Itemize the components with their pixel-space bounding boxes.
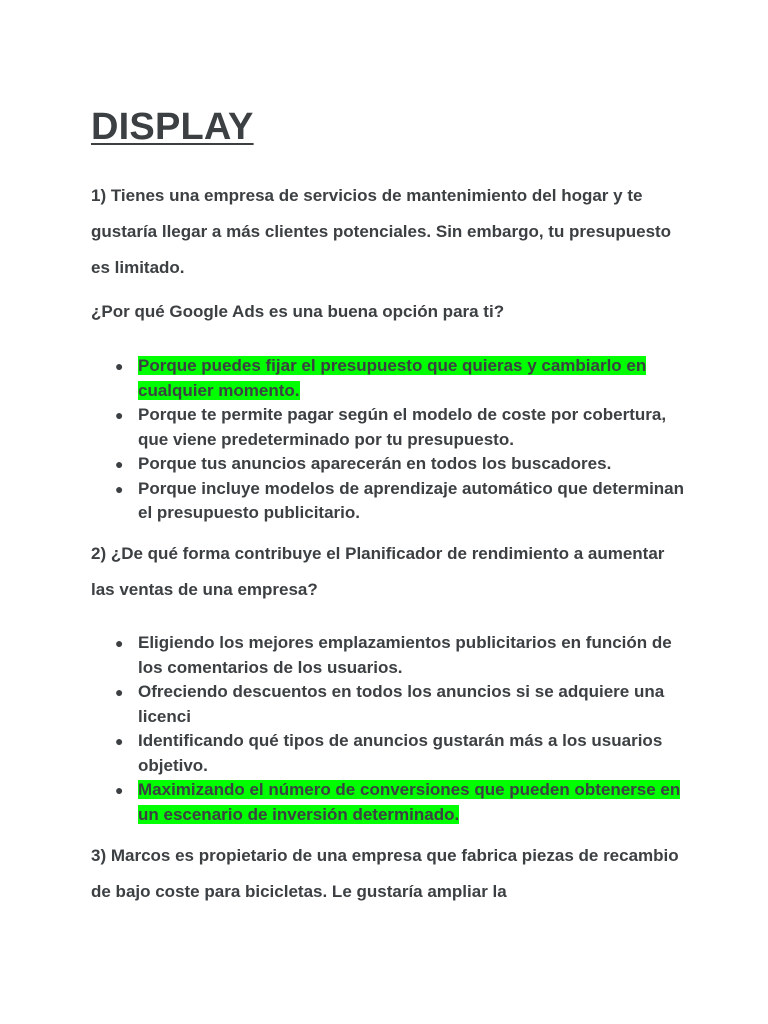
option-text: Porque incluye modelos de aprendizaje automático que determinan el presupuesto publicitario. (138, 478, 685, 522)
list-item (91, 452, 691, 477)
list-item (91, 631, 691, 680)
list-item (91, 778, 691, 827)
bullet-icon: ● (115, 733, 124, 749)
question-1-text: 1) Tienes una empresa de servicios de mantenimiento del hogar y te gustaría llegar a más clientes potenciales. Sin embargo, tu presupuesto es limitado. (91, 186, 672, 277)
question-1-options (91, 354, 691, 526)
question-2-text: 2) ¿De qué forma contribuye el Planificador de rendimiento a aumentar las ventas de una empresa? (91, 544, 665, 599)
option-text: Porque te permite pagar según el modelo de coste por cobertura, que viene predeterminado por tu presupuesto. (138, 405, 667, 449)
list-item (91, 477, 691, 526)
bullet-icon: ● (115, 407, 124, 423)
option-text: Ofreciendo descuentos en todos los anuncios si se adquiere una licenci (138, 682, 665, 726)
question-1-prompt: ¿Por qué Google Ads es una buena opción para ti? (91, 302, 505, 321)
page-title: DISPLAY (91, 106, 254, 148)
option-text: Maximizando el número de conversiones que pueden obtenerse en un escenario de inversión determinado. (138, 780, 681, 824)
list-item (91, 403, 691, 452)
bullet-icon: ● (115, 456, 124, 472)
question-2-options (91, 631, 691, 827)
bullet-icon: ● (115, 480, 124, 497)
option-text: Porque puedes fijar el presupuesto que quieras y cambiarlo en cualquier momento. (138, 356, 647, 400)
list-item (91, 680, 691, 729)
bullet-icon: ● (115, 782, 124, 798)
list-item (91, 354, 691, 403)
bullet-icon: ● (115, 635, 124, 651)
bullet-icon: ● (115, 684, 124, 700)
option-text: Eligiendo los mejores emplazamientos publicitarios en función de los comentarios de los usuarios. (138, 633, 672, 677)
option-text: Porque tus anuncios aparecerán en todos los buscadores. (138, 454, 612, 473)
option-text: Identificando qué tipos de anuncios gustarán más a los usuarios objetivo. (138, 731, 663, 775)
question-3-text: 3) Marcos es propietario de una empresa que fabrica piezas de recambio de bajo coste para bicicletas. Le gustaría ampliar la (91, 846, 679, 901)
list-item (91, 729, 691, 778)
bullet-icon: ● (115, 358, 124, 374)
